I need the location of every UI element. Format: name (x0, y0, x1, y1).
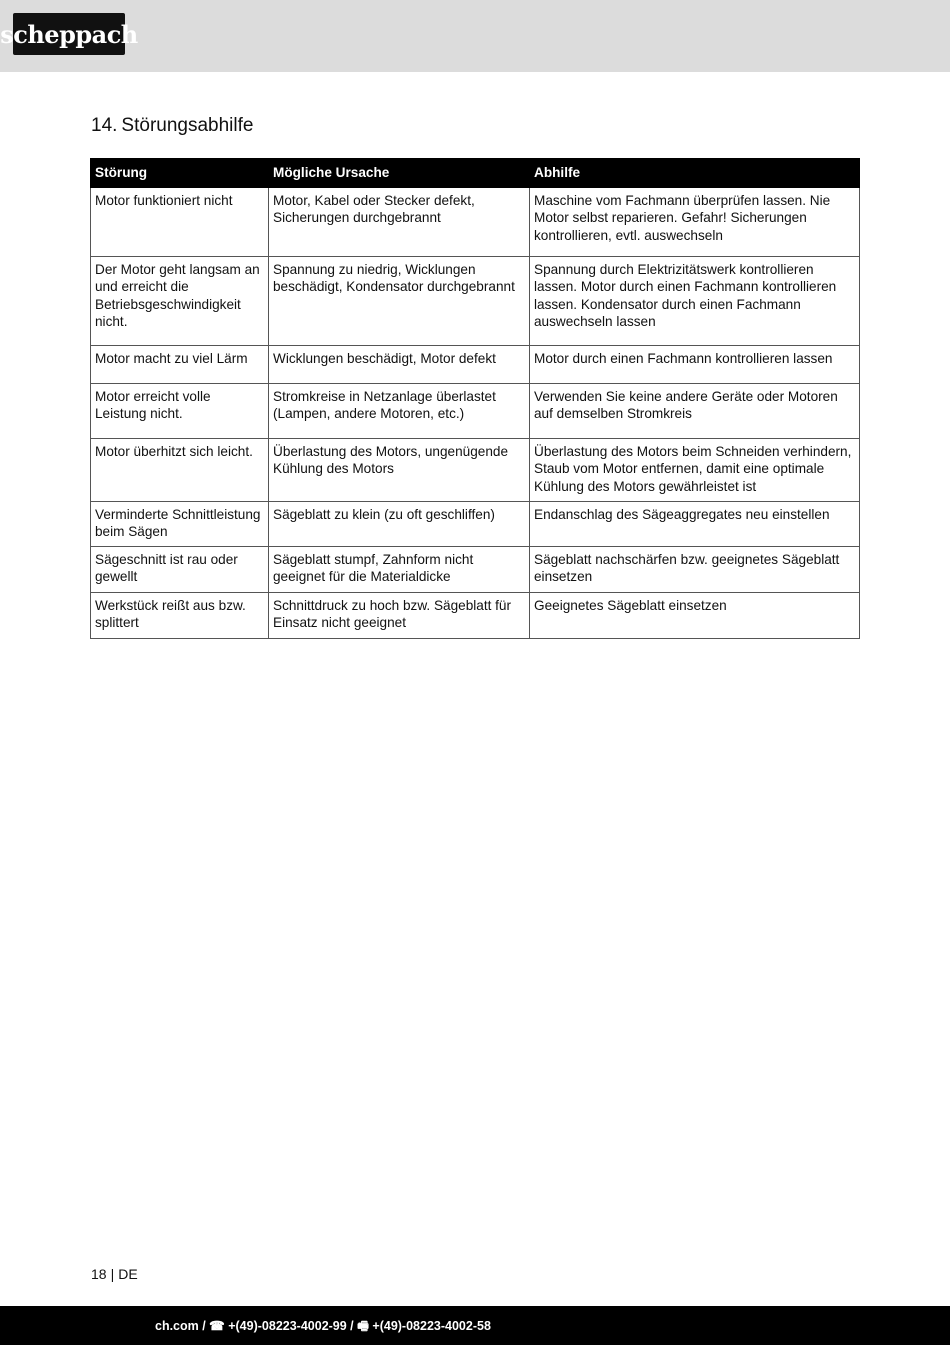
page-number-value: 18 (91, 1266, 107, 1282)
cell-ursache: Sägeblatt stumpf, Zahnform nicht geeignet für die Materialdicke (269, 546, 530, 592)
table-row (91, 383, 860, 438)
section-number: 14. (91, 115, 118, 136)
table-row (91, 438, 860, 501)
page-number (91, 1266, 138, 1282)
cell-abhilfe: Motor durch einen Fachmann kontrollieren lassen (530, 345, 860, 383)
column-header-stoerung: Störung (91, 159, 269, 188)
page-language: DE (118, 1266, 138, 1282)
column-header-ursache: Mögliche Ursache (269, 159, 530, 188)
cell-abhilfe: Überlastung des Motors beim Schneiden verhindern, Staub vom Motor entfernen, damit eine optimale Kühlung des Motors gewährleistet ist (530, 438, 860, 501)
table-header-row (91, 159, 860, 188)
logo-text: scheppach (0, 19, 138, 49)
cell-ursache: Spannung zu niedrig, Wicklungen beschädigt, Kondensator durchgebrannt (269, 256, 530, 345)
cell-abhilfe: Maschine vom Fachmann überprüfen lassen. Nie Motor selbst reparieren. Gefahr! Sicherungen kontrollieren, evtl. auswechseln (530, 187, 860, 256)
cell-stoerung: Sägeschnitt ist rau oder gewellt (91, 546, 269, 592)
column-header-abhilfe: Abhilfe (530, 159, 860, 188)
cell-ursache: Sägeblatt zu klein (zu oft geschliffen) (269, 501, 530, 546)
cell-ursache: Motor, Kabel oder Stecker defekt, Sicherungen durchgebrannt (269, 187, 530, 256)
cell-ursache: Stromkreise in Netzanlage überlastet (Lampen, andere Motoren, etc.) (269, 383, 530, 438)
cell-ursache: Überlastung des Motors, ungenügende Kühlung des Motors (269, 438, 530, 501)
section-title-text: Störungsabhilfe (121, 115, 254, 136)
header-band (0, 0, 950, 72)
cell-stoerung: Werkstück reißt aus bzw. splittert (91, 592, 269, 638)
table-row (91, 187, 860, 256)
page-number-separator: | (110, 1266, 115, 1282)
table-row (91, 256, 860, 345)
cell-stoerung: Motor macht zu viel Lärm (91, 345, 269, 383)
cell-stoerung: Verminderte Schnittleistung beim Sägen (91, 501, 269, 546)
footer-contact-line: ch.com / ☎ +(49)-08223-4002-99 / 🖷 +(49)-08223-4002-58 (155, 1319, 491, 1333)
footer-band (0, 1306, 950, 1345)
cell-abhilfe: Sägeblatt nachschärfen bzw. geeignetes Sägeblatt einsetzen (530, 546, 860, 592)
cell-ursache: Schnittdruck zu hoch bzw. Sägeblatt für Einsatz nicht geeignet (269, 592, 530, 638)
cell-ursache: Wicklungen beschädigt, Motor defekt (269, 345, 530, 383)
cell-stoerung: Motor erreicht volle Leistung nicht. (91, 383, 269, 438)
cell-abhilfe: Verwenden Sie keine andere Geräte oder Motoren auf demselben Stromkreis (530, 383, 860, 438)
cell-stoerung: Der Motor geht langsam an und erreicht die Betriebsgeschwindigkeit nicht. (91, 256, 269, 345)
table-row (91, 345, 860, 383)
table-row (91, 546, 860, 592)
table-row (91, 501, 860, 546)
cell-abhilfe: Endanschlag des Sägeaggregates neu einstellen (530, 501, 860, 546)
table-row (91, 592, 860, 638)
brand-logo (0, 13, 138, 55)
cell-stoerung: Motor funktioniert nicht (91, 187, 269, 256)
cell-abhilfe: Geeignetes Sägeblatt einsetzen (530, 592, 860, 638)
section-title (91, 115, 253, 137)
cell-stoerung: Motor überhitzt sich leicht. (91, 438, 269, 501)
cell-abhilfe: Spannung durch Elektrizitätswerk kontrollieren lassen. Motor durch einen Fachmann kontrollieren lassen. Kondensator durch einen Fachmann auswechseln lassen (530, 256, 860, 345)
troubleshooting-table (90, 158, 860, 639)
